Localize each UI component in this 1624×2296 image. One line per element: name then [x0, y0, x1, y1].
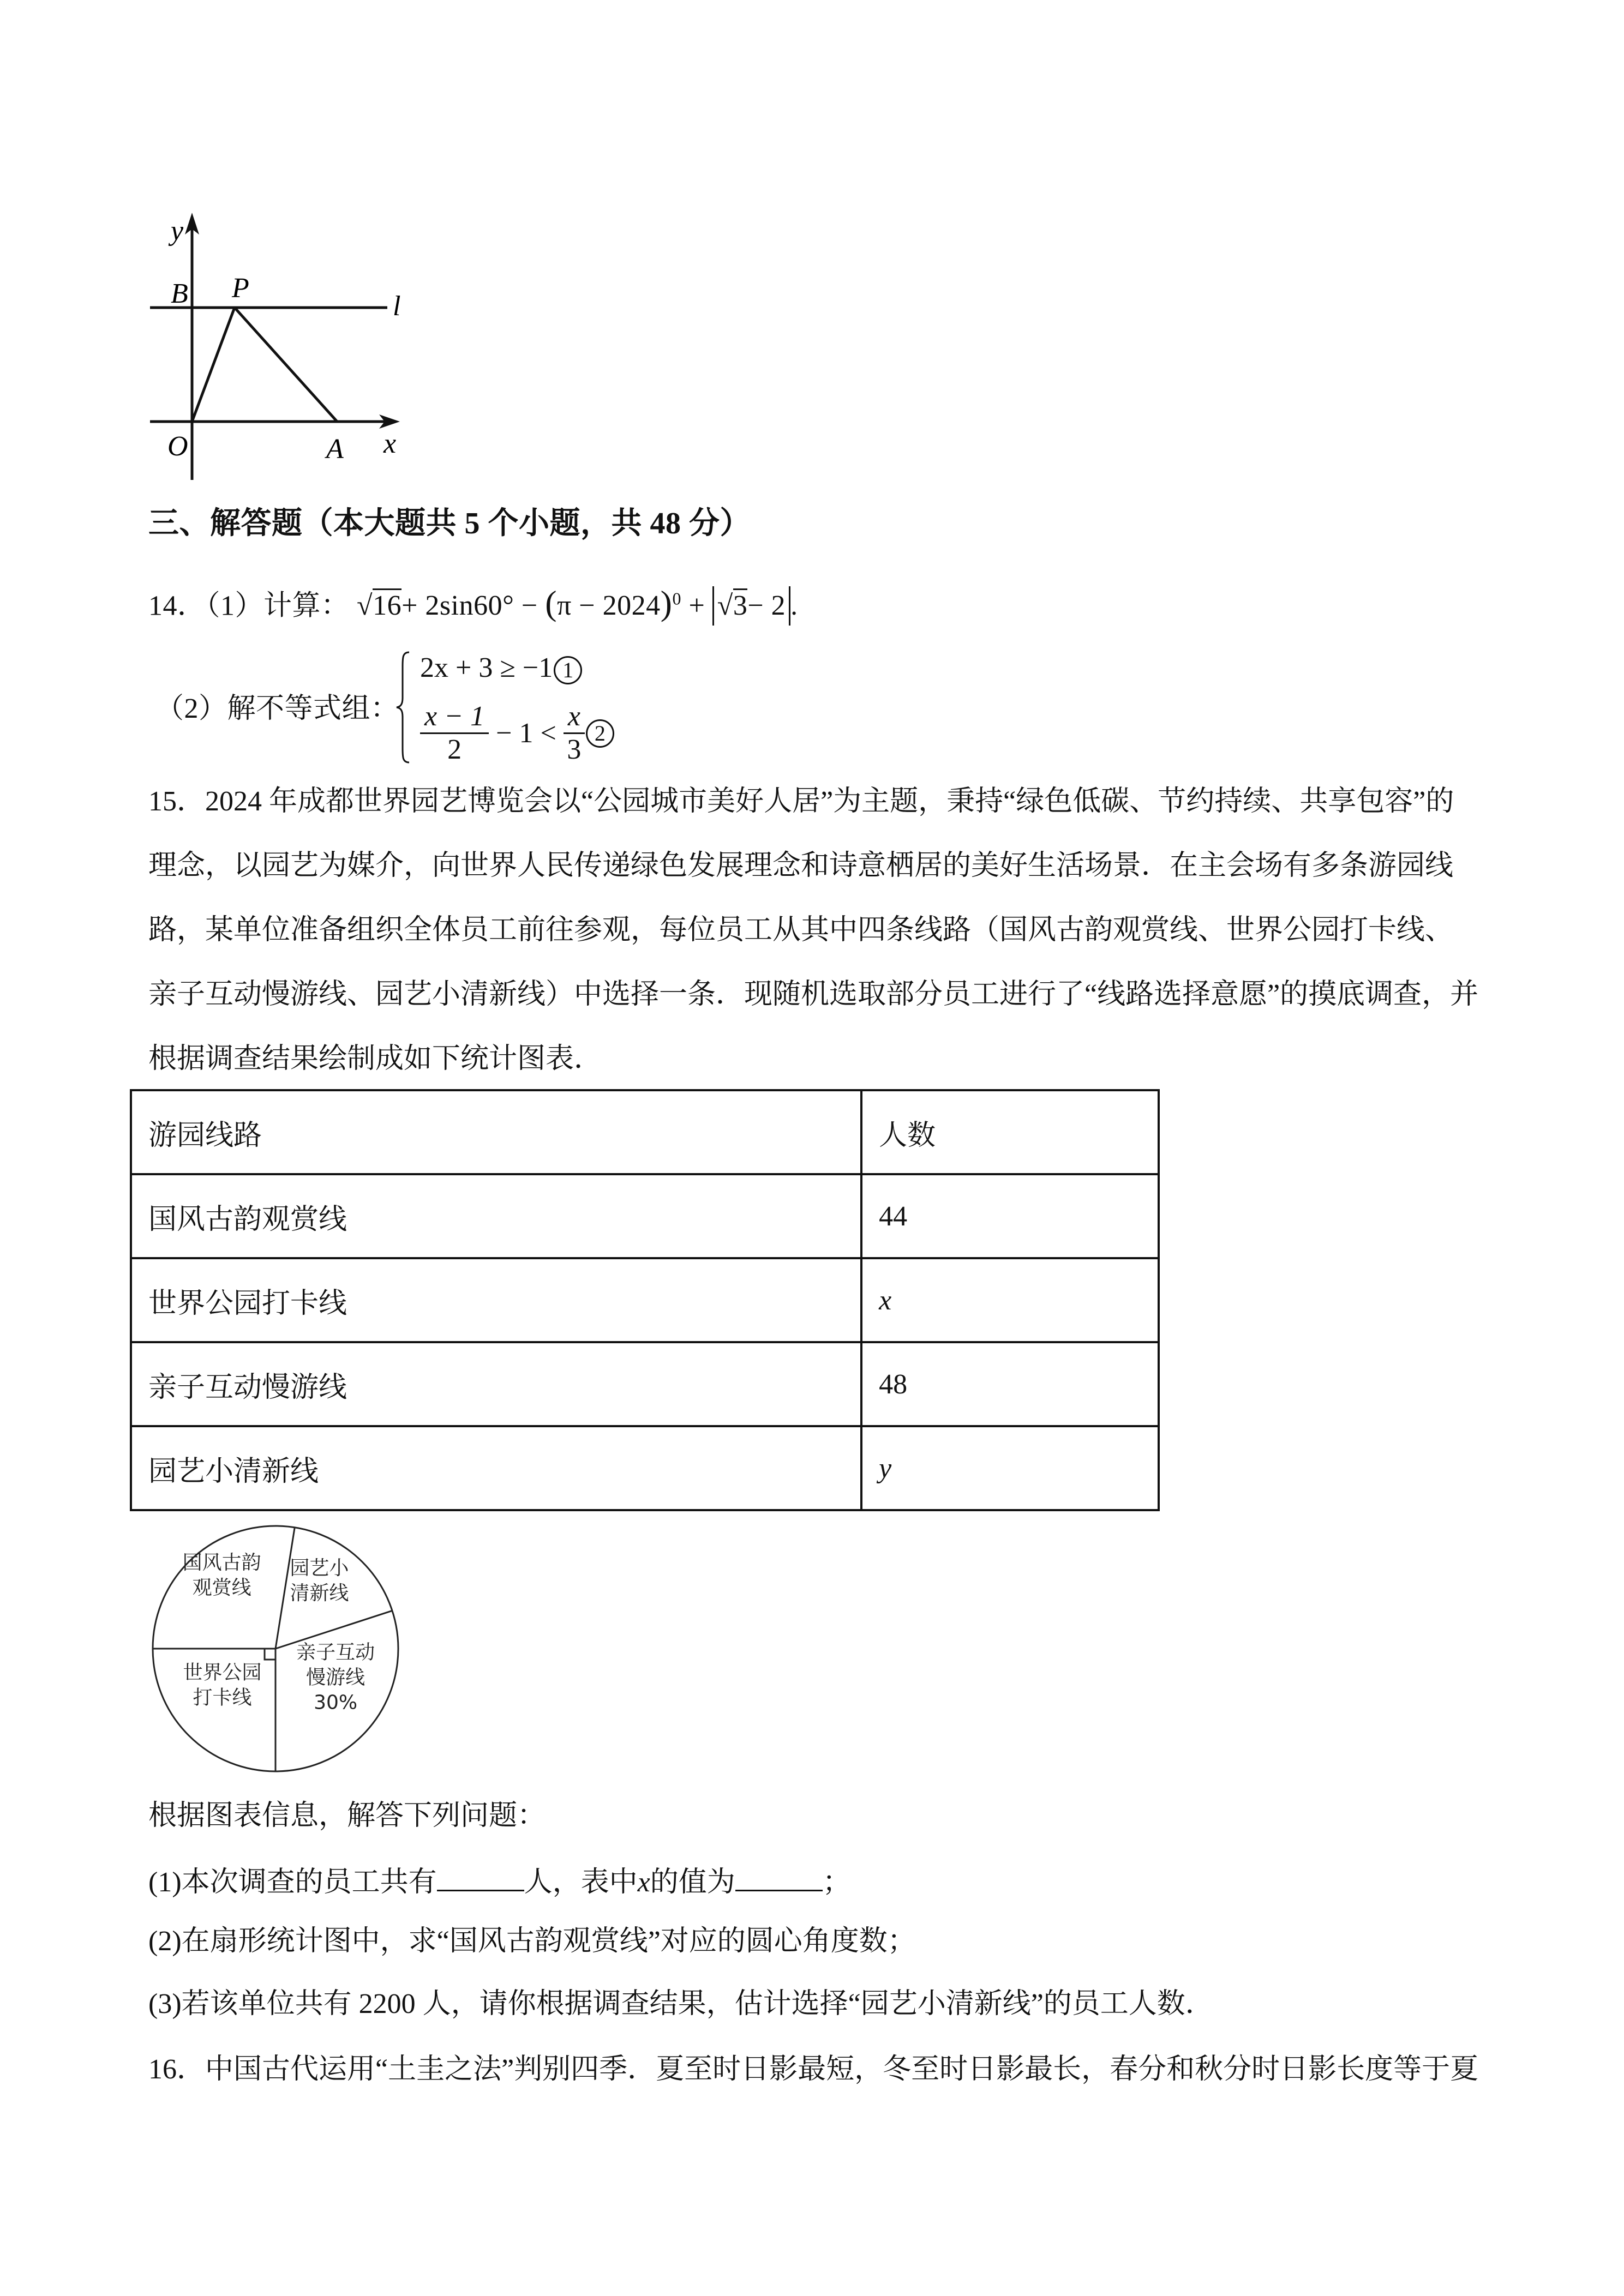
q15-text-line: 理念，以园艺为媒介，向世界人民传递绿色发展理念和诗意栖居的美好生活场景．在主会场有多条游园线 [148, 850, 1454, 881]
q14-expression [357, 584, 798, 623]
q14-number: 14． [148, 590, 206, 622]
table-row [131, 1174, 1159, 1258]
pie-slice-label: 观赏线 [192, 1576, 251, 1599]
label-o: O [167, 431, 188, 462]
pie-slice-label: 打卡线 [193, 1686, 252, 1709]
coordinate-diagram [139, 202, 494, 485]
paren-inner: π − 2024 [557, 590, 661, 622]
fraction-rhs-numerator: x [564, 701, 585, 734]
circled-number-1: 1 [554, 656, 582, 684]
q15-text-line: 15．2024 年成都世界园艺博览会以“公园城市美好人居”为主题，秉持“绿色低碳、节约持续、共享包容”的 [148, 786, 1454, 817]
table-header-count: 人数 [861, 1090, 1159, 1174]
q15-text-line: 亲子互动慢游线、园艺小清新线）中选择一条．现随机选取部分员工进行了“线路选择意愿”的摸底调查，并 [148, 979, 1479, 1010]
pie-slice-label: 世界公园 [183, 1661, 262, 1684]
fraction-lhs [420, 701, 489, 766]
fraction-rhs-denominator: 3 [567, 734, 582, 765]
questions-intro: 根据图表信息，解答下列问题： [148, 1800, 546, 1831]
expr-term2: + 2sin60° − [401, 590, 546, 622]
segment-pa [235, 308, 337, 422]
pie-slice-label: 慢游线 [306, 1666, 365, 1689]
expr-end: . [790, 590, 798, 622]
pie-slice-label: 园艺小 [290, 1556, 349, 1579]
table-cell-route: 园艺小清新线 [131, 1426, 861, 1510]
label-p: P [232, 273, 249, 304]
sqrt-symbol: √ [357, 590, 373, 622]
sqrt-symbol: √ [717, 590, 733, 622]
fraction-lhs-numerator: x − 1 [420, 701, 489, 734]
pie-slice-label: 亲子互动 [296, 1641, 375, 1664]
pie-slice-label: 清新线 [290, 1582, 349, 1604]
table-cell-count: x [861, 1258, 1159, 1342]
table-cell-route: 国风古韵观赏线 [131, 1174, 861, 1258]
table-cell-route: 世界公园打卡线 [131, 1258, 861, 1342]
q14-part1 [148, 582, 798, 626]
abs-sqrt-radicand: 3 [733, 588, 748, 621]
absolute-value [712, 586, 790, 626]
label-b: B [171, 278, 188, 309]
table-cell-count: y [861, 1426, 1159, 1510]
table-row [131, 1342, 1159, 1426]
question-1 [148, 1862, 851, 1899]
q15-text-line: 路，某单位准备组织全体员工前往参观，每位员工从其中四条线路（国风古韵观赏线、世界公园打卡线、 [148, 915, 1454, 946]
brace-icon [395, 650, 411, 765]
paren-open: ( [545, 584, 558, 623]
inequality-1 [420, 652, 582, 684]
table-cell-route: 亲子互动慢游线 [131, 1342, 861, 1426]
label-x: x [383, 428, 397, 459]
table-cell-count: 44 [861, 1174, 1159, 1258]
section-heading: 三、解答题（本大题共 5 个小题，共 48 分） [148, 507, 751, 540]
label-y: y [171, 215, 184, 247]
question-1-part-a: (1)本次调查的员工共有 [148, 1867, 437, 1898]
question-1-variable: x [637, 1867, 650, 1898]
q15-text-line: 根据调查结果绘制成如下统计图表． [148, 1043, 603, 1074]
circled-number-2: 2 [586, 719, 614, 748]
pie-chart [147, 1524, 409, 1781]
fraction-rhs [564, 701, 585, 766]
paren-close: ) [660, 584, 673, 623]
q16-text-line: 16．中国古代运用“土圭之法”判别四季．夏至时日影最短，冬至时日影最长，春分和秋分时日影长度等于夏 [148, 2054, 1479, 2085]
q14-part1-label: （1）计算： [206, 590, 350, 622]
answer-blank-x[interactable] [735, 1862, 823, 1891]
question-1-part-b: 人，表中 [524, 1867, 638, 1898]
routes-table [130, 1089, 1160, 1511]
inequality-2-middle: − 1 < [489, 718, 564, 749]
table-row [131, 1258, 1159, 1342]
question-1-part-d: ； [822, 1867, 851, 1898]
inequality-1-text: 2x + 3 ≥ −1 [420, 652, 553, 683]
question-2: (2)在扇形统计图中，求“国风古韵观赏线”对应的圆心角度数； [148, 1926, 916, 1957]
fraction-lhs-denominator: 2 [447, 734, 462, 765]
inequality-2 [420, 701, 614, 766]
segment-op [192, 308, 235, 422]
sqrt-radicand: 16 [373, 588, 401, 621]
label-a: A [326, 434, 344, 465]
table-row [131, 1426, 1159, 1510]
label-l: l [393, 291, 401, 322]
pie-slice-label: 国风古韵 [182, 1551, 261, 1574]
table-header-row [131, 1090, 1159, 1174]
answer-blank-total[interactable] [437, 1862, 524, 1891]
q14-part2-label: （2）解不等式组： [155, 693, 399, 724]
question-3: (3)若该单位共有 2200 人，请你根据调查结果，估计选择“园艺小清新线”的员工人数． [148, 1988, 1214, 2019]
expr-plus: + [681, 590, 712, 622]
pie-slice-percent-label: 30% [314, 1691, 358, 1714]
table-cell-count: 48 [861, 1342, 1159, 1426]
table-header-route: 游园线路 [131, 1090, 861, 1174]
question-1-part-c: 的值为 [650, 1867, 735, 1898]
exponent: 0 [672, 589, 681, 609]
abs-rest: − 2 [747, 590, 786, 622]
